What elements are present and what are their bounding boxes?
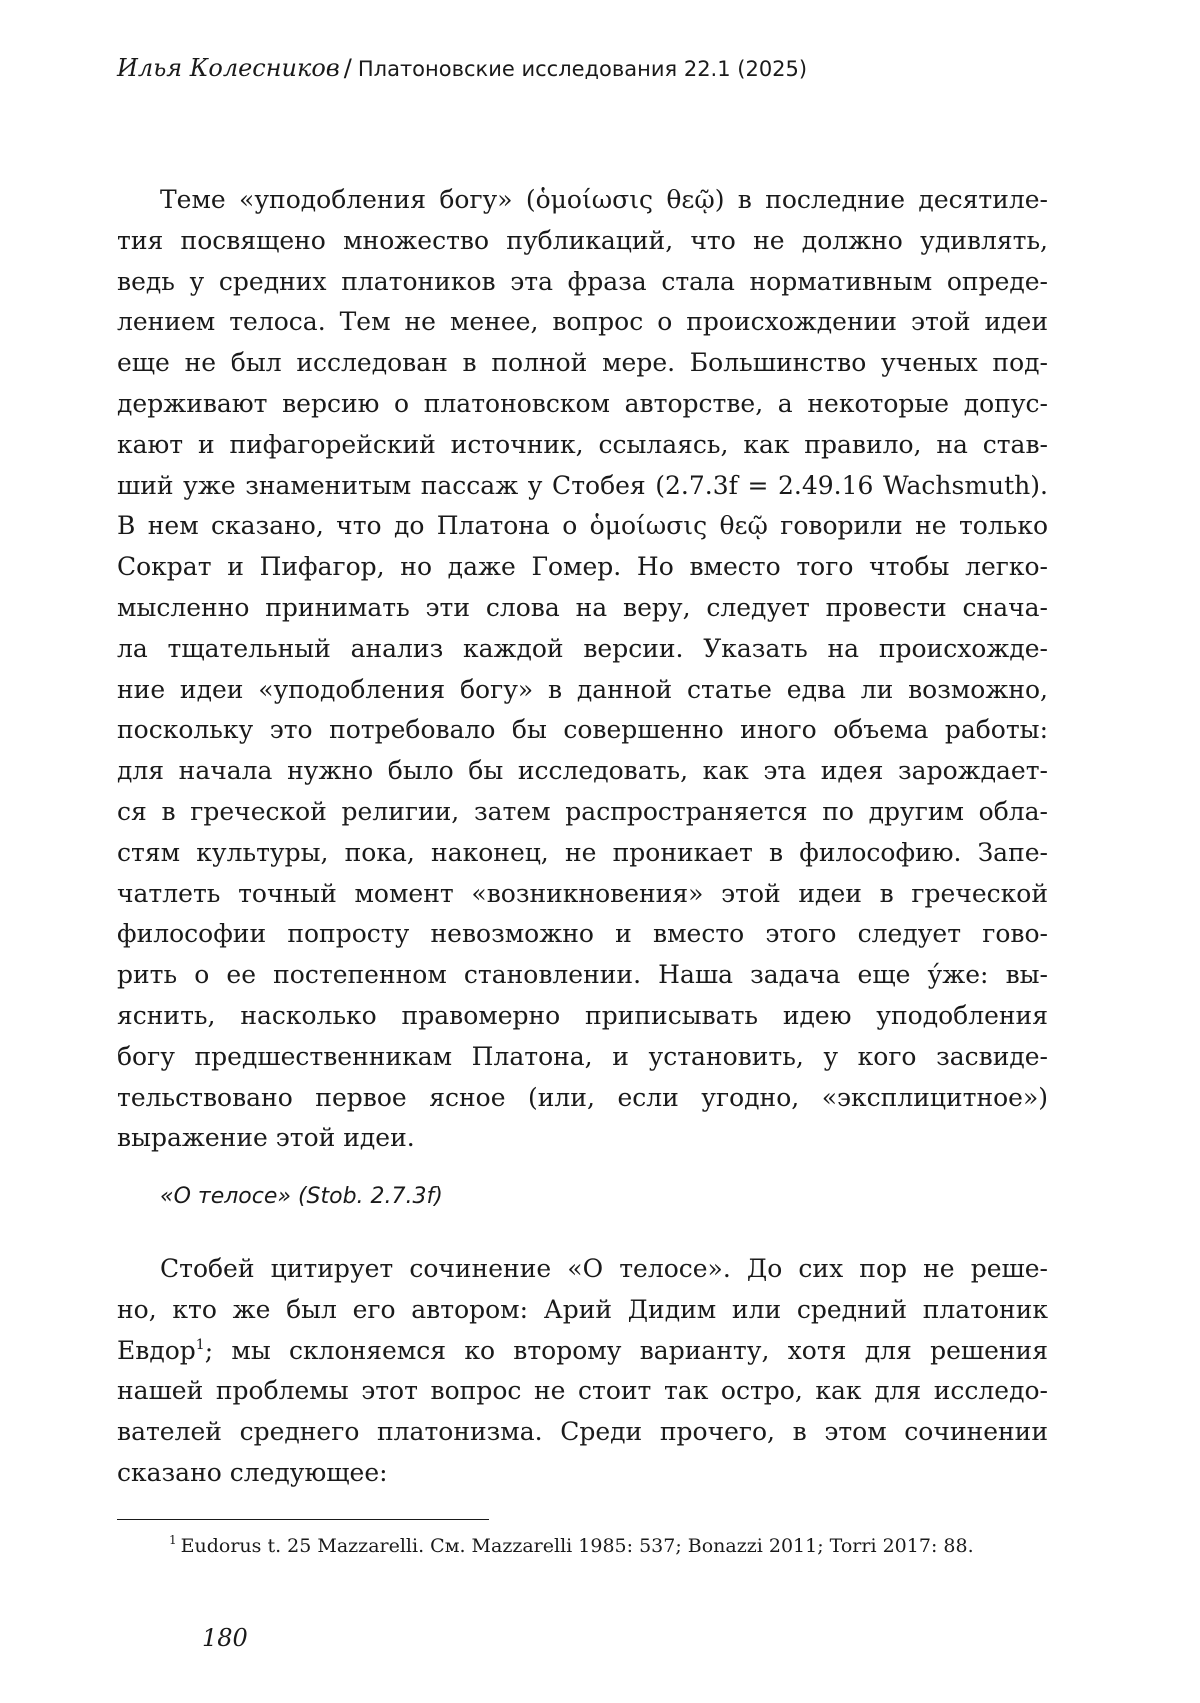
text-line: В нем сказано, что до Платона о ὁμοίωσις θεῷ говорили не только bbox=[117, 511, 1048, 541]
footnote-reference[interactable]: 1 bbox=[195, 1336, 205, 1353]
text-line: Теме «уподобления богу» (ὁμοίωσις θεῷ) в последние десятиле- bbox=[160, 185, 1048, 214]
text-line: но, кто же был его автором: Арий Дидим или средний платоник bbox=[117, 1294, 1048, 1324]
text-line: тельствовано первое ясное (или, если угодно, «эксплицитное») bbox=[117, 1082, 1048, 1112]
footnote bbox=[169, 1532, 974, 1560]
header-separator: / bbox=[343, 54, 352, 82]
text-line: ведь у средних платоников эта фраза стала нормативным опреде- bbox=[117, 266, 1048, 296]
text-line: мысленно принимать эти слова на веру, следует провести снача- bbox=[117, 592, 1048, 622]
text-line: лением телоса. Тем не менее, вопрос о происхождении этой идеи bbox=[117, 307, 1048, 337]
header-author: Илья Колесников bbox=[117, 54, 340, 82]
text-line: ние идеи «уподобления богу» в данной статье едва ли возможно, bbox=[117, 674, 1048, 704]
paragraph-intro bbox=[117, 180, 1048, 1159]
text-line: ся в греческой религии, затем распространяется по другим обла- bbox=[117, 796, 1048, 826]
text-line: стям культуры, пока, наконец, не проникает в философию. Запе- bbox=[117, 837, 1048, 867]
paragraph-stobaeus bbox=[117, 1249, 1048, 1494]
footnote-text: Eudorus t. 25 Mazzarelli. См. Mazzarelli 1985: 537; Bonazzi 2011; Torri 2017: 88. bbox=[180, 1535, 974, 1557]
text-line: еще не был исследован в полной мере. Большинство ученых под- bbox=[117, 348, 1048, 378]
footnote-number: 1 bbox=[169, 1533, 177, 1547]
header-journal-title: Платоновские исследования 22.1 (2025) bbox=[357, 57, 808, 81]
text-line: богу предшественникам Платона, и установить, у кого засвиде- bbox=[117, 1041, 1048, 1071]
text-line: Стобей цитирует сочинение «О телосе». До сих пор не реше- bbox=[160, 1254, 1048, 1283]
text-line bbox=[117, 1331, 1048, 1372]
text-line: философии попросту невозможно и вместо этого следует гово- bbox=[117, 919, 1048, 949]
text-line: выражение этой идеи. bbox=[117, 1123, 415, 1153]
text-line: сказано следующее: bbox=[117, 1457, 388, 1487]
text-line: чатлеть точный момент «возникновения» этой идеи в греческой bbox=[117, 878, 1048, 908]
footnote-divider bbox=[117, 1519, 489, 1520]
page-number: 180 bbox=[202, 1624, 248, 1652]
text-fragment: Евдор bbox=[117, 1335, 196, 1365]
text-line: яснить, насколько правомерно приписывать идею уподобления bbox=[117, 1000, 1048, 1030]
text-line: рить о ее постепенном становлении. Наша задача еще у́же: вы- bbox=[117, 960, 1048, 990]
text-line: для начала нужно было бы исследовать, как эта идея зарождает- bbox=[117, 756, 1048, 786]
text-fragment: ; мы склоняемся ко второму варианту, хотя для решения bbox=[204, 1335, 1048, 1365]
text-line: держивают версию о платоновском авторстве, а некоторые допус- bbox=[117, 388, 1048, 418]
running-header bbox=[117, 52, 807, 85]
text-line: поскольку это потребовало бы совершенно иного объема работы: bbox=[117, 715, 1048, 745]
text-line: вателей среднего платонизма. Среди прочего, в этом сочинении bbox=[117, 1417, 1048, 1447]
text-line: Сократ и Пифагор, но даже Гомер. Но вместо того чтобы легко- bbox=[117, 552, 1048, 582]
text-line: кают и пифагорейский источник, ссылаясь, как правило, на став- bbox=[117, 429, 1048, 459]
text-line: ший уже знаменитым пассаж у Стобея (2.7.3f = 2.49.16 Wachsmuth). bbox=[117, 470, 1048, 500]
text-line: ла тщательный анализ каждой версии. Указать на происхожде- bbox=[117, 633, 1048, 663]
text-line: нашей проблемы этот вопрос не стоит так остро, как для исследо- bbox=[117, 1376, 1048, 1406]
text-line: тия посвящено множество публикаций, что не должно удивлять, bbox=[117, 225, 1048, 255]
section-heading: «О телосе» (Stob. 2.7.3f) bbox=[160, 1184, 443, 1209]
